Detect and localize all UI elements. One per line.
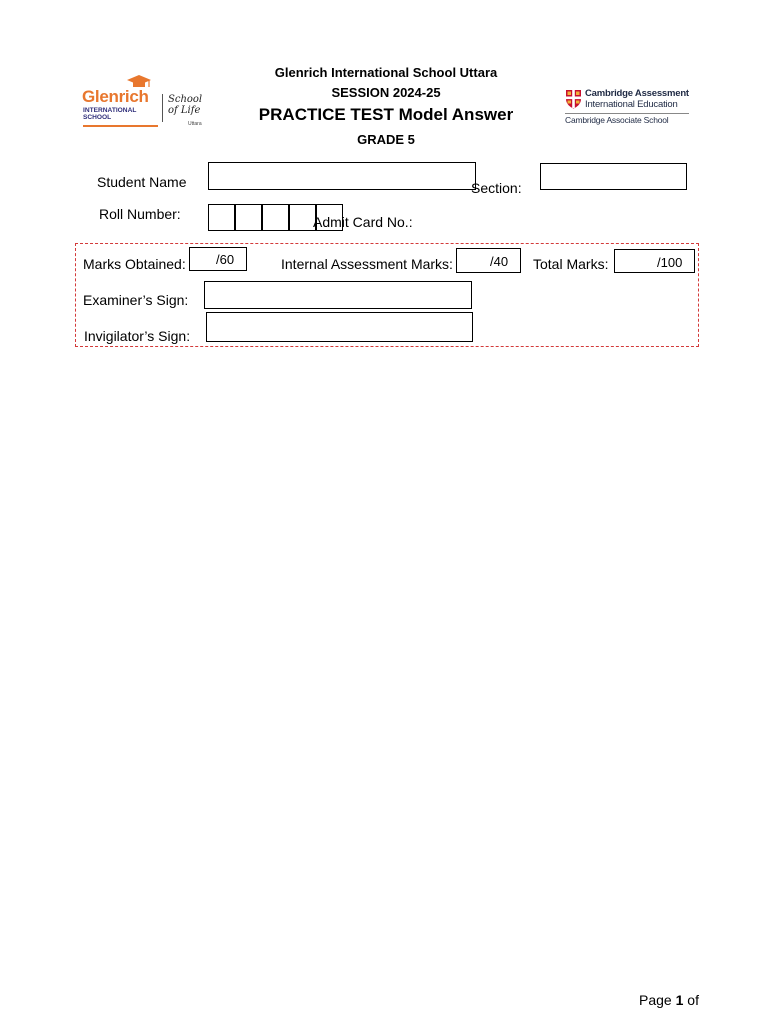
internal-assessment-suffix: /40 xyxy=(490,254,509,269)
cambridge-line3: Cambridge Associate School xyxy=(565,115,669,125)
glenrich-subtitle-line1: INTERNATIONAL xyxy=(83,107,137,114)
grade-label: GRADE 5 xyxy=(357,132,415,147)
total-marks-label: Total Marks: xyxy=(533,256,609,272)
cambridge-line2: International Education xyxy=(585,99,678,110)
page-footer xyxy=(639,992,699,1008)
cambridge-rule xyxy=(565,113,689,114)
total-marks-suffix: /100 xyxy=(657,255,683,270)
total-marks-field[interactable] xyxy=(614,249,695,273)
examiner-sign-field[interactable] xyxy=(204,281,472,309)
glenrich-subtitle-line2: SCHOOL xyxy=(83,114,112,121)
glenrich-tagline xyxy=(168,94,202,116)
invigilator-sign-label: Invigilator’s Sign: xyxy=(84,328,191,344)
roll-number-digit[interactable] xyxy=(208,204,235,231)
roll-number-digit[interactable] xyxy=(262,204,289,231)
internal-assessment-label: Internal Assessment Marks: xyxy=(281,256,453,272)
glenrich-logo xyxy=(80,72,215,132)
roll-number-digit[interactable] xyxy=(235,204,262,231)
glenrich-subtitle xyxy=(83,107,136,121)
cambridge-line1: Cambridge Assessment xyxy=(585,88,689,99)
cambridge-logo xyxy=(562,86,694,128)
cambridge-shield-icon xyxy=(565,89,582,109)
page-suffix: of xyxy=(687,992,699,1008)
roll-number-digit[interactable] xyxy=(289,204,316,231)
glenrich-wordmark: Glenrich xyxy=(82,87,149,106)
glenrich-campus: Uttara xyxy=(188,121,202,127)
invigilator-sign-field[interactable] xyxy=(206,312,473,342)
student-name-label: Student Name xyxy=(97,174,187,190)
session-label: SESSION 2024-25 xyxy=(331,85,441,100)
marks-obtained-suffix: /60 xyxy=(216,252,235,267)
section-field[interactable] xyxy=(540,163,687,190)
glenrich-tagline-line1: School xyxy=(168,94,203,105)
student-name-field[interactable] xyxy=(208,162,476,190)
glenrich-tagline-line2: of Life xyxy=(168,105,201,116)
examiner-sign-label: Examiner’s Sign: xyxy=(83,292,189,308)
page-title: PRACTICE TEST Model Answer xyxy=(258,105,514,124)
school-name: Glenrich International School Uttara xyxy=(274,65,498,80)
marks-obtained-label: Marks Obtained: xyxy=(83,256,186,272)
internal-assessment-field[interactable] xyxy=(456,248,521,273)
glenrich-underline xyxy=(83,125,158,127)
admit-card-label: Admit Card No.: xyxy=(313,214,413,230)
page-number: 1 xyxy=(675,992,684,1008)
section-label: Section: xyxy=(471,180,522,196)
page-prefix: Page xyxy=(639,992,672,1008)
roll-number-label: Roll Number: xyxy=(99,206,181,222)
logo-divider xyxy=(162,94,163,122)
